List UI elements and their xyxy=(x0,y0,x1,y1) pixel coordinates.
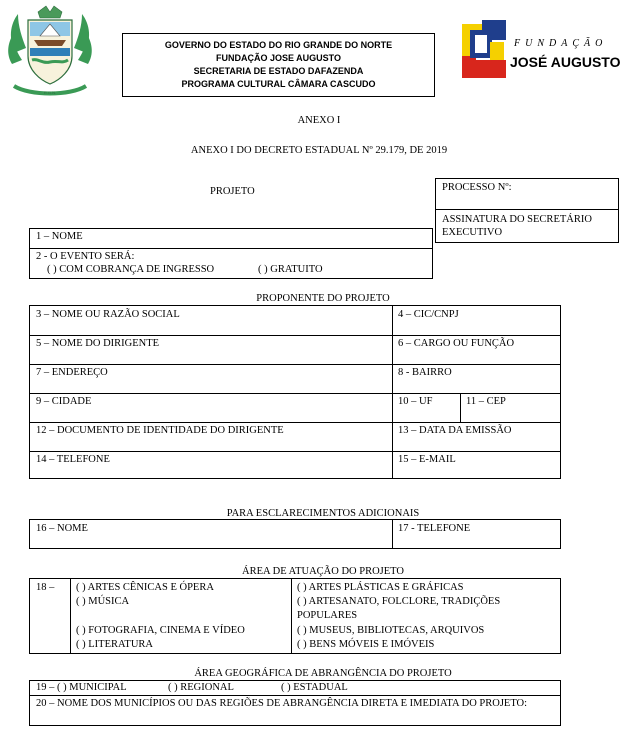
assinatura-label: ASSINATURA DO SECRETÁRIO EXECUTIVO xyxy=(442,214,592,238)
field-8[interactable]: 8 - BAIRRO xyxy=(398,367,452,378)
option-regional[interactable]: ( ) REGIONAL xyxy=(168,682,234,693)
option-artesanato[interactable]: ( ) ARTESANATO, FOLCLORE, TRADIÇÕES xyxy=(297,596,501,607)
option-literatura[interactable]: ( ) LITERATURA xyxy=(76,639,153,650)
field-12[interactable]: 12 – DOCUMENTO DE IDENTIDADE DO DIRIGENTE xyxy=(36,425,284,436)
option-municipal[interactable]: 19 – ( ) MUNICIPAL xyxy=(36,682,127,693)
option-gratuito[interactable]: ( ) GRATUITO xyxy=(258,264,323,275)
field-13[interactable]: 13 – DATA DA EMISSÃO xyxy=(398,425,512,436)
decreto-title: ANEXO I DO DECRETO ESTADUAL Nº 29.179, DE 2019 xyxy=(190,145,448,156)
svg-text:R.G.N.: R.G.N. xyxy=(43,90,57,95)
proponente-table xyxy=(29,305,561,479)
processo-label: PROCESSO Nº: xyxy=(442,182,512,193)
geo-title: ÁREA GEOGRÁFICA DE ABRANGÊNCIA DO PROJETO xyxy=(194,668,452,679)
header-line-3: SECRETARIA DE ESTADO DAFAZENDA xyxy=(193,66,364,76)
option-artes-cenicas[interactable]: ( ) ARTES CÊNICAS E ÓPERA xyxy=(76,582,214,593)
option-fotografia[interactable]: ( ) FOTOGRAFIA, CINEMA E VÍDEO xyxy=(76,625,245,636)
field-1-label: 1 – NOME xyxy=(36,231,83,242)
header-line-1: GOVERNO DO ESTADO DO RIO GRANDE DO NORTE xyxy=(164,40,393,50)
area-title: ÁREA DE ATUAÇÃO DO PROJETO xyxy=(242,566,404,577)
field-10[interactable]: 10 – UF xyxy=(398,396,433,407)
geo-table xyxy=(29,680,561,726)
proponente-title: PROPONENTE DO PROJETO xyxy=(256,293,390,304)
field-16[interactable]: 16 – NOME xyxy=(36,523,88,534)
field-5[interactable]: 5 – NOME DO DIRIGENTE xyxy=(36,338,160,349)
field-1-nome[interactable] xyxy=(29,228,433,249)
fundacao-logo-mark xyxy=(462,20,508,82)
esclarecimentos-title: PARA ESCLARECIMENTOS ADICIONAIS xyxy=(226,508,420,519)
option-museus[interactable]: ( ) MUSEUS, BIBLIOTECAS, ARQUIVOS xyxy=(297,625,485,636)
header-line-2: FUNDAÇÃO JOSE AUGUSTO xyxy=(215,53,341,63)
field-4[interactable]: 4 – CIC/CNPJ xyxy=(398,309,459,320)
option-estadual[interactable]: ( ) ESTADUAL xyxy=(281,682,348,693)
field-9[interactable]: 9 – CIDADE xyxy=(36,396,92,407)
field-15[interactable]: 15 – E-MAIL xyxy=(398,454,456,465)
processo-box xyxy=(435,178,619,243)
field-3[interactable]: 3 – NOME OU RAZÃO SOCIAL xyxy=(36,309,180,320)
option-cobranca-ingresso[interactable]: ( ) COM COBRANÇA DE INGRESSO xyxy=(47,264,215,275)
header-line-4: PROGRAMA CULTURAL CÂMARA CASCUDO xyxy=(181,79,376,89)
field-2-label: 2 - O EVENTO SERÁ: xyxy=(36,251,135,262)
field-14[interactable]: 14 – TELEFONE xyxy=(36,454,110,465)
logo-text-bottom: JOSÉ AUGUSTO xyxy=(510,54,621,70)
area-table xyxy=(29,578,561,654)
field-7[interactable]: 7 – ENDEREÇO xyxy=(36,367,108,378)
option-bens-moveis[interactable]: ( ) BENS MÓVEIS E IMÓVEIS xyxy=(297,639,435,650)
field-20[interactable]: 20 – NOME DOS MUNICÍPIOS OU DAS REGIÕES DE ABRANGÊNCIA DIRETA E IMEDIATA DO PROJETO: xyxy=(36,698,528,709)
field-18-label: 18 – xyxy=(36,582,55,593)
logo-text-top: FUNDAÇÃO xyxy=(514,38,608,49)
field-11[interactable]: 11 – CEP xyxy=(466,396,506,407)
field-6[interactable]: 6 – CARGO OU FUNÇÃO xyxy=(398,338,515,349)
option-artes-plasticas[interactable]: ( ) ARTES PLÁSTICAS E GRÁFICAS xyxy=(297,582,464,593)
state-coat-of-arms xyxy=(6,4,94,98)
field-2-evento xyxy=(29,249,433,279)
header-box xyxy=(122,33,435,97)
anexo-title: ANEXO I xyxy=(297,115,341,126)
option-musica[interactable]: ( ) MÚSICA xyxy=(76,596,130,607)
esclarecimentos-table xyxy=(29,519,561,549)
projeto-label: PROJETO xyxy=(210,186,255,197)
option-artesanato-cont: POPULARES xyxy=(297,610,358,621)
field-17[interactable]: 17 - TELEFONE xyxy=(398,523,471,534)
fundacao-logo xyxy=(462,20,621,82)
